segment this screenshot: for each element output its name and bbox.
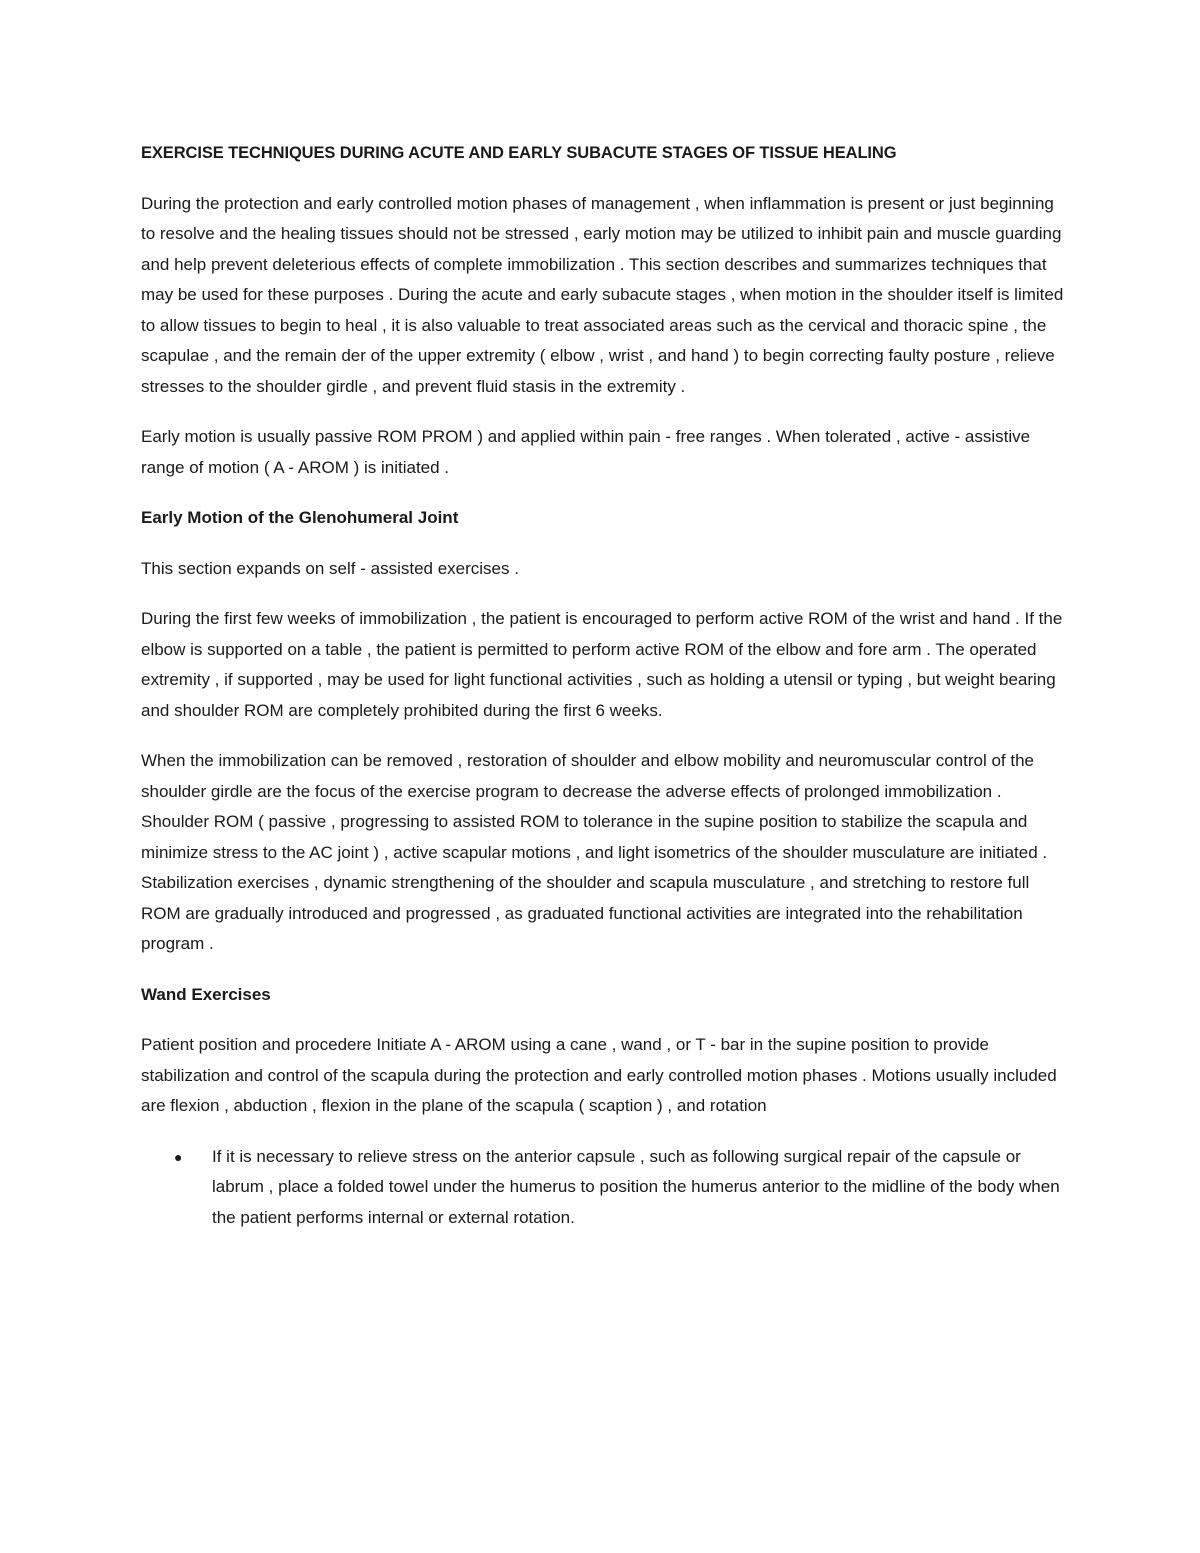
section-heading-wand: Wand Exercises bbox=[141, 984, 271, 1004]
bullet-list bbox=[141, 1142, 1066, 1234]
bullet-icon: ● bbox=[174, 1148, 183, 1165]
intro-paragraph: During the protection and early controlled motion phases of management , when inflammation is present or just beginning to resolve and the healing tissues should not be stressed , early motion may be utilized to inhibit pain and muscle guarding and help prevent deleterious effects of complete immobilization . This section describes and summarizes techniques that may be used for these purposes . During the acute and early subacute stages , when motion in the shoulder itself is limited to allow tissues to begin to heal , it is also valuable to treat associated areas such as the cervical and thoracic spine , the scapulae , and the remain der of the upper extremity ( elbow , wrist , and hand ) to begin correcting faulty posture , relieve stresses to the shoulder girdle , and prevent fluid stasis in the extremity . bbox=[141, 193, 1064, 396]
intro-paragraph: Early motion is usually passive ROM PROM ) and applied within pain - free ranges . When tolerated , active - assistive range of motion ( A - AROM ) is initiated . bbox=[141, 427, 1031, 477]
body-paragraph: During the first few weeks of immobilization , the patient is encouraged to perform active ROM of the wrist and hand . If the elbow is supported on a table , the patient is permitted to perform active ROM of the elbow and fore arm . The operated extremity , if supported , may be used for light functional activities , such as holding a utensil or typing , but weight bearing and shoulder ROM are completely prohibited during the first 6 weeks. bbox=[141, 609, 1063, 720]
document-page bbox=[141, 138, 1066, 1233]
body-paragraph: This section expands on self - assisted exercises . bbox=[141, 558, 519, 578]
document-title: EXERCISE TECHNIQUES DURING ACUTE AND EARLY SUBACUTE STAGES OF TISSUE HEALING bbox=[141, 144, 897, 162]
section-heading-glenohumeral: Early Motion of the Glenohumeral Joint bbox=[141, 508, 459, 527]
body-paragraph: When the immobilization can be removed , restoration of shoulder and elbow mobility and neuromuscular control of the shoulder girdle are the focus of the exercise program to decrease the adverse effects of prolonged immobilization . Shoulder ROM ( passive , progressing to assisted ROM to tolerance in the supine position to stabilize the scapula and minimize stress to the AC joint ) , active scapular motions , and light isometrics of the shoulder musculature are initiated . Stabilization exercises , dynamic strengthening of the shoulder and scapula musculature , and stretching to restore full ROM are gradually introduced and progressed , as graduated functional activities are integrated into the rehabilitation program . bbox=[141, 751, 1048, 953]
body-paragraph: Patient position and procedere Initiate A - AROM using a cane , wand , or T - bar in the supine position to provide stabilization and control of the scapula during the protection and early controlled motion phases . Motions usually included are flexion , abduction , flexion in the plane of the scapula ( scaption ) , and rotation bbox=[141, 1035, 1057, 1115]
bullet-text: If it is necessary to relieve stress on the anterior capsule , such as following surgical repair of the capsule or labrum , place a folded towel under the humerus to position the humerus anterior to the midline of the body when the patient performs internal or external rotation. bbox=[212, 1146, 1060, 1227]
bullet-item bbox=[141, 1142, 1066, 1234]
